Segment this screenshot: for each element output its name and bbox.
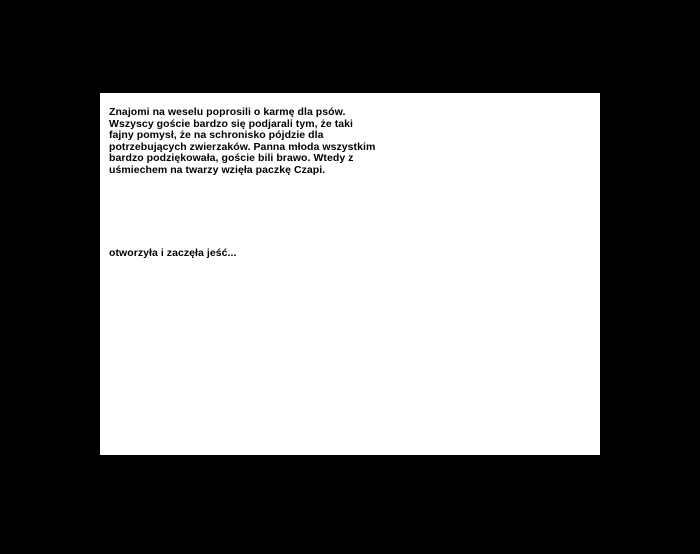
- story-line: fajny pomysł, że na schronisko pójdzie dla: [109, 129, 324, 142]
- story-line: Wszyscy goście bardzo się podjarali tym, że taki: [109, 117, 353, 130]
- story-paragraph: [109, 107, 579, 177]
- story-line: uśmiechem na twarzy wzięła paczkę Czapi.: [109, 163, 326, 176]
- story-line: Znajomi na weselu poprosili o karmę dla psów.: [109, 106, 346, 118]
- story-tail-text: otworzyła i zaczęła jeść...: [109, 247, 237, 259]
- story-line: bardzo podziękowała, goście bili brawo. Wtedy z: [109, 152, 354, 165]
- document-page: [100, 93, 600, 455]
- story-line: potrzebujących zwierzaków. Panna młoda wszystkim: [109, 140, 376, 153]
